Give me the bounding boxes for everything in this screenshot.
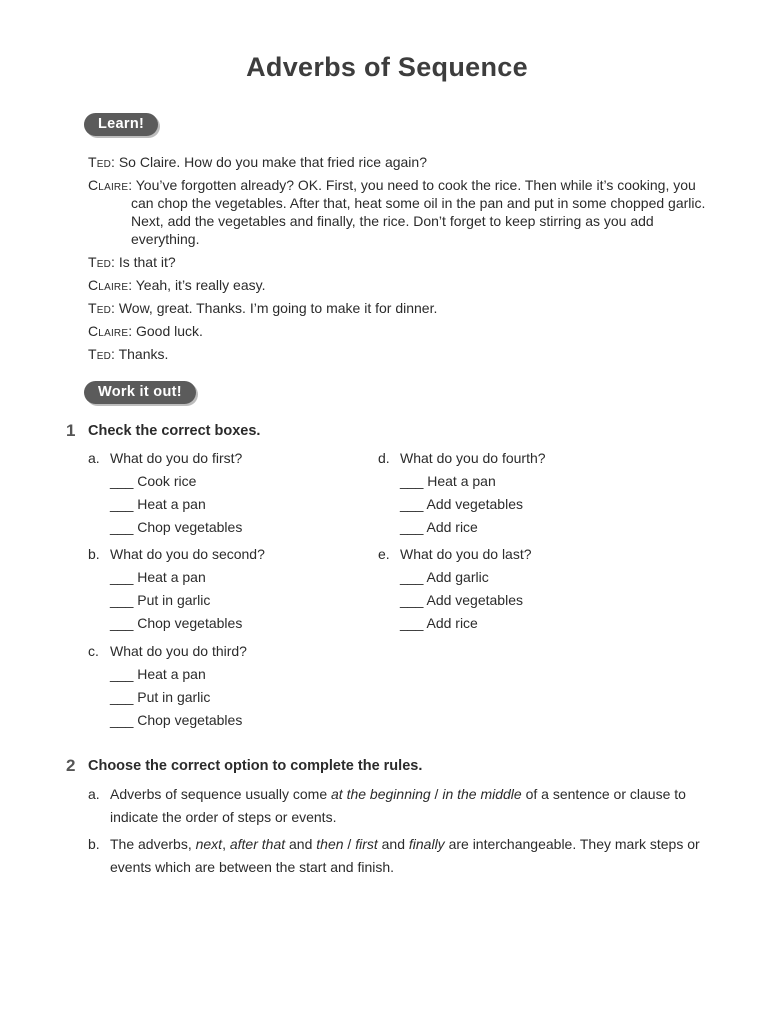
answer-option[interactable]: ___ Add rice bbox=[400, 519, 478, 535]
question-d bbox=[378, 447, 678, 539]
rule-text bbox=[88, 783, 718, 829]
question-letter: c. bbox=[88, 643, 99, 659]
question-letter: e. bbox=[378, 546, 390, 562]
page-title: Adverbs of Sequence bbox=[246, 52, 528, 82]
option-choice[interactable]: in the middle bbox=[442, 786, 522, 802]
rule-fragment: of a sentence or clause to indicate the order of steps or events. bbox=[110, 786, 686, 825]
rule-text bbox=[88, 833, 718, 879]
exercise-heading: Check the correct boxes. bbox=[88, 423, 261, 439]
dialog-line: Ted: Wow, great. Thanks. I’m going to make it for dinner. bbox=[88, 300, 438, 316]
dialog bbox=[88, 153, 708, 368]
answer-option[interactable]: ___ Heat a pan bbox=[110, 496, 206, 512]
dialog-line: Ted: Is that it? bbox=[88, 254, 176, 270]
exercise-number: 1 bbox=[66, 421, 76, 440]
rule-fragment: The adverbs, bbox=[110, 836, 196, 852]
option-choice[interactable]: first bbox=[355, 836, 378, 852]
question-prompt: What do you do second? bbox=[110, 546, 265, 562]
speaker-name: Claire bbox=[88, 277, 129, 293]
rule-fragment: / bbox=[430, 786, 443, 802]
answer-option[interactable]: ___ Put in garlic bbox=[110, 689, 211, 705]
exercise-heading: Choose the correct option to complete the rules. bbox=[88, 758, 423, 774]
answer-option[interactable]: ___ Chop vegetables bbox=[110, 615, 243, 631]
answer-option[interactable]: ___ Chop vegetables bbox=[110, 712, 243, 728]
dialog-text: Yeah, it’s really easy. bbox=[135, 277, 266, 293]
speaker-name: Ted bbox=[88, 346, 112, 362]
question-c bbox=[88, 640, 388, 732]
speaker-name: Ted bbox=[88, 254, 112, 270]
dialog-text: You’ve forgotten already? OK. First, you need to cook the rice. Then while it’s cooking, you can chop the vegetables. After that, heat some oil in the pan and put in some chopped garlic. Next, add the vegetables and finally, the rice. Don’t forget to keep stirring as you add everything. bbox=[131, 177, 706, 247]
rule-fragment: , bbox=[222, 836, 230, 852]
rule-fragment: Adverbs of sequence usually come bbox=[110, 786, 332, 802]
adverb-term: next bbox=[195, 836, 223, 852]
answer-option[interactable]: ___ Chop vegetables bbox=[110, 519, 243, 535]
rule-fragment: and bbox=[377, 836, 409, 852]
learn-label: Learn! bbox=[84, 113, 158, 136]
dialog-line: Claire: Yeah, it’s really easy. bbox=[88, 277, 266, 293]
answer-option[interactable]: ___ Put in garlic bbox=[110, 592, 211, 608]
answer-option[interactable]: ___ Add garlic bbox=[400, 569, 489, 585]
dialog-text: So Claire. How do you make that fried rice again? bbox=[118, 154, 427, 170]
answer-option[interactable]: ___ Heat a pan bbox=[110, 666, 206, 682]
question-e bbox=[378, 543, 678, 635]
question-prompt: What do you do last? bbox=[400, 546, 532, 562]
rule-a bbox=[88, 783, 718, 829]
question-letter: a. bbox=[88, 450, 100, 466]
rule-b bbox=[88, 833, 718, 879]
rule-fragment: / bbox=[343, 836, 356, 852]
speaker-name: Ted bbox=[88, 154, 112, 170]
question-a bbox=[88, 447, 388, 539]
adverb-term: finally bbox=[408, 836, 445, 852]
dialog-line: Ted: So Claire. How do you make that fried rice again? bbox=[88, 154, 427, 170]
rule-letter: a. bbox=[88, 786, 100, 802]
answer-option[interactable]: ___ Add rice bbox=[400, 615, 478, 631]
option-choice[interactable]: at the beginning bbox=[331, 786, 431, 802]
answer-option[interactable]: ___ Add vegetables bbox=[400, 592, 523, 608]
dialog-line: Claire: Good luck. bbox=[88, 323, 203, 339]
work-it-out-label: Work it out! bbox=[84, 381, 196, 404]
dialog-text: Wow, great. Thanks. I’m going to make it for dinner. bbox=[118, 300, 438, 316]
dialog-line: Ted: Thanks. bbox=[88, 346, 169, 362]
question-b bbox=[88, 543, 388, 635]
dialog-line: Claire: You’ve forgotten already? OK. First, you need to cook the rice. Then while it’s cooking, you can chop the vegetables. After that, heat some oil in the pan and put in some chopped garlic. Next, add the vegetables and finally, the rice. Don’t forget to keep stirring as you add everything. bbox=[88, 177, 706, 247]
answer-option[interactable]: ___ Heat a pan bbox=[110, 569, 206, 585]
speaker-name: Claire bbox=[88, 323, 129, 339]
option-choice[interactable]: then bbox=[316, 836, 344, 852]
answer-option[interactable]: ___ Add vegetables bbox=[400, 496, 523, 512]
speaker-name: Claire bbox=[88, 177, 129, 193]
dialog-text: Good luck. bbox=[136, 323, 203, 339]
dialog-text: Thanks. bbox=[118, 346, 169, 362]
rule-fragment: and bbox=[285, 836, 317, 852]
question-prompt: What do you do third? bbox=[110, 643, 247, 659]
question-prompt: What do you do first? bbox=[110, 450, 243, 466]
rule-letter: b. bbox=[88, 836, 100, 852]
question-letter: b. bbox=[88, 546, 100, 562]
speaker-name: Ted bbox=[88, 300, 112, 316]
rule-fragment: are interchangeable. They mark steps or events which are between the start and finish. bbox=[110, 836, 700, 875]
question-prompt: What do you do fourth? bbox=[400, 450, 546, 466]
answer-option[interactable]: ___ Heat a pan bbox=[400, 473, 496, 489]
question-letter: d. bbox=[378, 450, 390, 466]
dialog-text: Is that it? bbox=[118, 254, 176, 270]
adverb-term: after that bbox=[229, 836, 286, 852]
exercise-number: 2 bbox=[66, 756, 76, 775]
answer-option[interactable]: ___ Cook rice bbox=[110, 473, 197, 489]
